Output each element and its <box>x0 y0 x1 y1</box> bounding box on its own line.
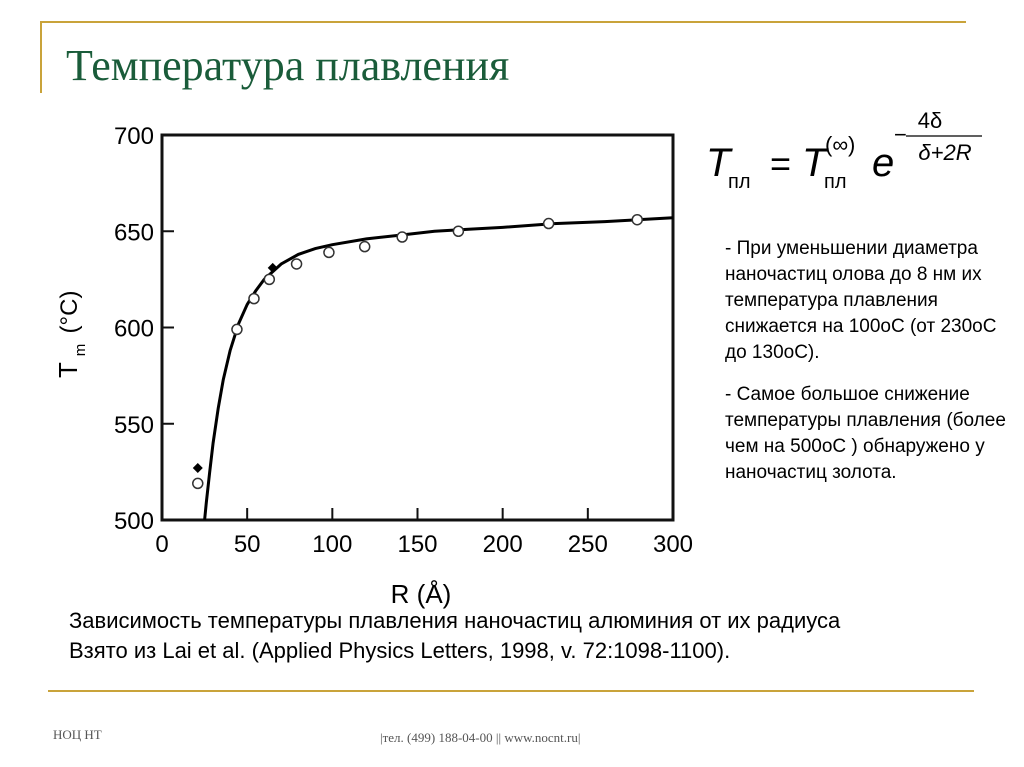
x-axis-label: R (Å) <box>390 579 452 609</box>
formula-exp-num: 4δ <box>917 108 943 133</box>
data-point-circle <box>264 274 274 284</box>
bullet-gold: - Самое большое снижение температуры плавления (более чем на 500оС ) обнаружено у наночастиц золота. <box>725 384 1006 483</box>
fit-curve-line <box>205 218 673 520</box>
y-tick-label: 600 <box>113 315 154 343</box>
axis-ticks <box>114 123 693 558</box>
formula-rhs-sup: (∞) <box>825 132 856 157</box>
data-points <box>193 215 642 489</box>
caption-line-2: Взято из Lai et al. (Applied Physics Letters, 1998, v. 72:1098-1100). <box>69 638 731 663</box>
data-point-circle <box>544 219 554 229</box>
y-label-sub: m <box>72 343 89 357</box>
data-point-circle <box>360 242 370 252</box>
footer-contacts: |тел. (499) 188-04-00 || www.nocnt.ru| <box>380 730 581 745</box>
x-tick-label: 200 <box>482 531 523 558</box>
data-point-circle <box>249 294 259 304</box>
data-point-circle <box>632 215 642 225</box>
formula-eq: = <box>770 143 792 184</box>
top-rule <box>40 21 966 23</box>
y-tick-label: 550 <box>113 411 154 439</box>
data-point-circle <box>453 226 463 236</box>
melting-formula <box>700 102 1000 202</box>
data-point-circle <box>292 259 302 269</box>
x-tick-label: 150 <box>397 531 438 558</box>
formula-lhs-sub: пл <box>728 171 751 193</box>
data-point-circle <box>324 247 334 257</box>
formula-base: e <box>872 141 895 185</box>
bullet-text <box>725 236 1015 502</box>
y-label-unit: (°C) <box>56 290 83 334</box>
formula-rhs-sub: пл <box>824 171 847 193</box>
y-tick-label: 650 <box>113 219 154 247</box>
caption-line-1: Зависимость температуры плавления наночастиц алюминия от их радиуса <box>69 608 841 633</box>
formula-exp-den: δ+2R <box>918 140 972 165</box>
bullet-tin: - При уменьшении диаметра наночастиц олова до 8 нм их температура плавления снижается на 100оС (от 230оС до 130оС). <box>725 238 997 363</box>
formula-minus: − <box>894 122 907 147</box>
y-tick-label: 500 <box>113 508 154 535</box>
x-tick-label: 0 <box>155 531 169 558</box>
formula-lhs: T <box>706 141 731 185</box>
footer-org: НОЦ НТ <box>53 727 102 742</box>
x-tick-label: 250 <box>567 531 608 558</box>
x-tick-label: 300 <box>652 531 694 558</box>
y-tick-label: 700 <box>113 123 154 150</box>
data-point-circle <box>232 324 242 334</box>
formula-rhs: T <box>802 141 827 185</box>
fit-curve <box>205 218 673 520</box>
y-label-main: T <box>53 362 83 378</box>
melting-temperature-chart <box>20 110 710 615</box>
x-tick-label: 50 <box>233 531 261 558</box>
data-point-diamond <box>193 463 203 473</box>
x-tick-label: 100 <box>312 531 353 558</box>
data-point-circle <box>397 232 407 242</box>
y-axis-label <box>53 291 89 378</box>
bottom-rule <box>48 690 974 692</box>
left-rule <box>40 21 42 93</box>
data-point-diamond <box>268 263 278 273</box>
figure-caption <box>69 606 840 666</box>
data-point-circle <box>193 478 203 488</box>
slide-title: Температура плавления <box>66 41 510 90</box>
